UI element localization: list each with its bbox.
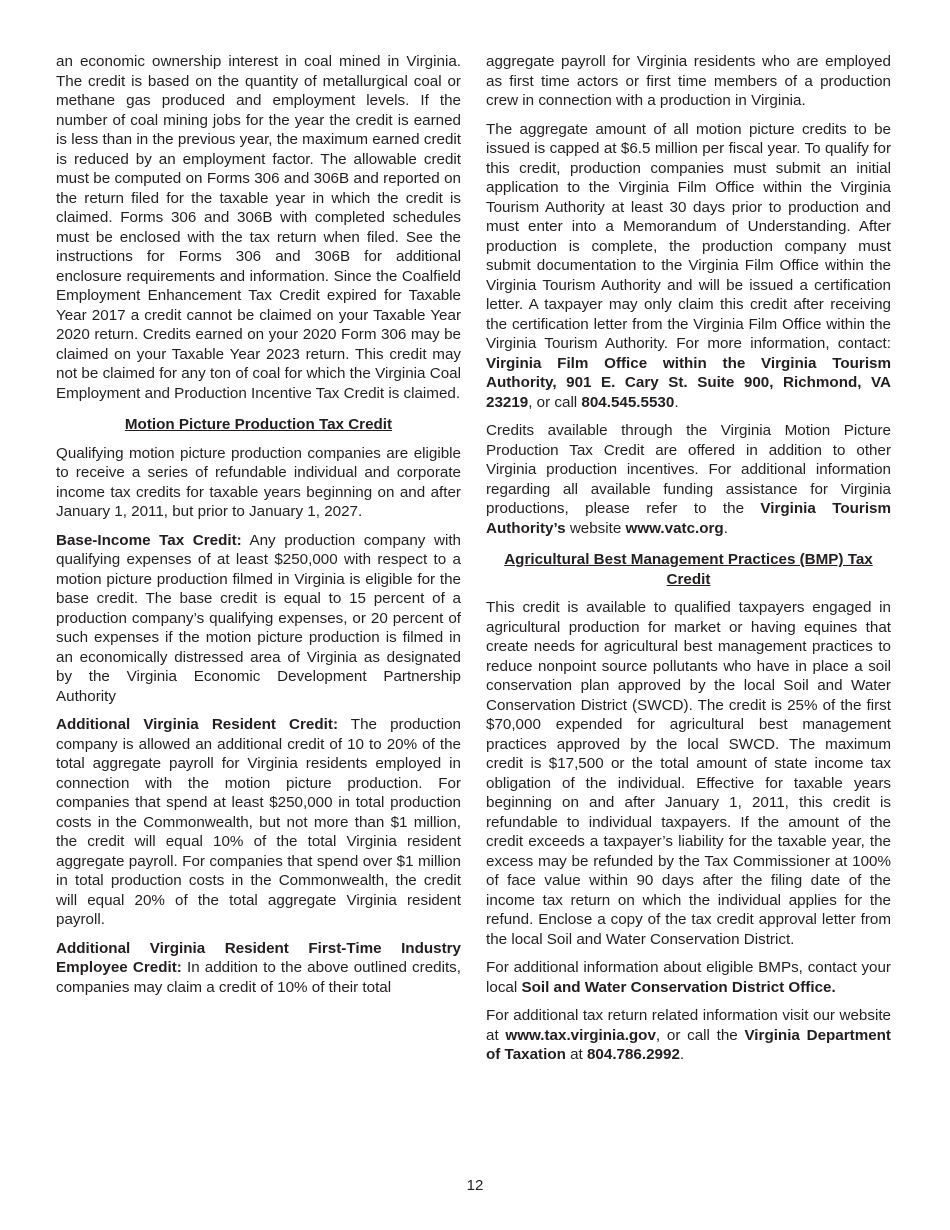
- coalfield-credit-paragraph: an economic ownership interest in coal mined in Virginia. The credit is based on the quantity of metallurgical coal or methane gas produced and employment levels. If the number of coal mining jobs for the year the credit is earned is less than in the previous year, the maximum earned credit is reduced by an employment factor. The allowable credit must be computed on Forms 306 and 306B and reported on the return filed for the taxable year in which the credit is claimed. Forms 306 and 306B with completed schedules must be enclosed with the tax return when filed. See the instructions for Forms 306 and 306B for additional enclosure requirements and information. Since the Coalfield Employment Enhancement Tax Credit expired for Taxable Year 2017 a credit cannot be claimed on your Taxable Year 2020 return. Credits earned on your 2020 Form 306 may be claimed on your Taxable Year 2023 return. This credit may not be claimed for any ton of coal for which the Virginia Coal Employment and Production Incentive Tax Credit is claimed.: [56, 53, 461, 402]
- first-time-employee-credit-text: In addition to the above outlined credits, companies may claim a credit of 10% of their total: [56, 959, 461, 996]
- bmp-credit-paragraph: This credit is available to qualified taxpayers engaged in agricultural production for market or having equines that create needs for agricultural best management practices to reduce nonpoint source pollutants who have in place a soil conservation plan approved by the local Soil and Water Conservation District (SWCD). The credit is 25% of the first $70,000 expended for agricultural best management practices approved by the local SWCD. The maximum credit is $17,500 or the total amount of state income tax obligation of the individual. Effective for taxable years beginning on and after January 1, 2011, this credit is refundable to individual taxpayers. If the amount of the credit exceeds a taxpayer’s liability for the taxable year, the excess may be refunded by the Tax Commissioner at 100% of face value within 90 days after the filing date of the income tax return on which the individual applies for the refund. Enclose a copy of the tax credit approval letter from the local Soil and Water Conservation District.: [486, 599, 891, 948]
- first-time-employee-credit-paragraph: [56, 939, 461, 998]
- bmp-contact-paragraph: [486, 958, 891, 997]
- right-column: [486, 52, 891, 1074]
- vatc-website-link[interactable]: www.vatc.org: [625, 519, 724, 537]
- film-office-phone: 804.545.5530: [581, 393, 675, 411]
- resident-credit-text: The production company is allowed an additional credit of 10 to 20% of the total aggregate payroll for Virginia residents employed in connection with the motion picture production. For companies that spend at least $250,000 in total production costs in the Commonwealth, but not more than $1 million, the credit will equal 10% of the total Virginia resident aggregate payroll. For companies that spend over $1 million in total production costs in the Commonwealth, the credit will equal 20% of the total aggregate Virginia resident payroll.: [56, 716, 461, 928]
- tax-website-link[interactable]: www.tax.virginia.gov: [505, 1026, 656, 1044]
- additional-info-paragraph: [486, 1006, 891, 1065]
- first-time-employee-continued-paragraph: aggregate payroll for Virginia residents who are employed as first time actors or first time members of a production crew in connection with a production in Virginia.: [486, 53, 891, 109]
- department-phone: 804.786.2992: [586, 1046, 680, 1063]
- period: .: [723, 519, 728, 537]
- call-text: , or call the: [655, 1026, 745, 1044]
- film-office-address: Virginia Film Office within the Virginia Tourism Authority, 901 E. Cary St. Suite 900, Richmond, VA 23219: [486, 354, 891, 411]
- motion-picture-heading: Motion Picture Production Tax Credit: [124, 416, 393, 433]
- first-time-employee-credit-label: Additional Virginia Resident First-Time Industry Employee Credit:: [56, 939, 461, 976]
- production-incentives-paragraph: [486, 421, 891, 538]
- left-column: [56, 52, 461, 1006]
- swcd-office-name: Soil and Water Conservation District Office.: [521, 978, 836, 996]
- base-income-credit-text: Any production company with qualifying expenses of at least $250,000 with respect to a motion picture production filmed in Virginia is eligible for the base credit. The base credit is equal to 15 percent of a production company’s qualifying expenses, or 20 percent of such expenses if the motion picture production is filmed in an economically distressed area of Virginia as designated by the Virginia Economic Development Partnership Authority: [56, 531, 461, 705]
- credit-cap-paragraph: [486, 120, 891, 413]
- department-name: Virginia Department of Taxation: [486, 1026, 891, 1063]
- additional-info-text: For additional tax return related information visit our website at: [486, 1007, 891, 1044]
- credit-cap-text: The aggregate amount of all motion picture credits to be issued is capped at $6.5 million per fiscal year. To qualify for this credit, production companies must submit an initial application to the Virginia Film Office within the Virginia Tourism Authority at least 30 days prior to production and must enter into a Memorandum of Understanding. After production is complete, the production company must submit documentation to the Virginia Film Office within the Virginia Tourism Authority and will be issued a certification letter. A taxpayer may only claim this credit after receiving the certification letter from the Virginia Film Office within the Virginia Tourism Authority. For more information, contact:: [486, 120, 891, 352]
- resident-credit-label: Additional Virginia Resident Credit:: [56, 716, 338, 733]
- motion-picture-intro-paragraph: Qualifying motion picture production companies are eligible to receive a series of refundable individual and corporate income tax credits for taxable years beginning on and after January 1, 2011, but prior to January 1, 2027.: [56, 444, 461, 520]
- at-text: at: [565, 1046, 587, 1063]
- base-income-credit-label: Base-Income Tax Credit:: [56, 531, 242, 549]
- period: .: [674, 393, 679, 411]
- page-number: 12: [466, 1177, 484, 1194]
- resident-credit-paragraph: [56, 715, 461, 930]
- bmp-contact-text: For additional information about eligible BMPs, contact your local: [486, 959, 891, 996]
- base-income-credit-paragraph: [56, 531, 461, 707]
- tourism-authority-name: Virginia Tourism Authority’s: [486, 500, 891, 537]
- incentives-text: Credits available through the Virginia Motion Picture Production Tax Credit are offered in addition to other Virginia production incentives. For additional information regarding all available funding assistance for Virginia productions, please refer to the: [486, 422, 891, 517]
- call-text: , or call: [528, 393, 582, 411]
- bmp-heading: Agricultural Best Management Practices (BMP) Tax Credit: [504, 551, 873, 588]
- website-text: website: [565, 519, 626, 537]
- period: .: [679, 1046, 685, 1063]
